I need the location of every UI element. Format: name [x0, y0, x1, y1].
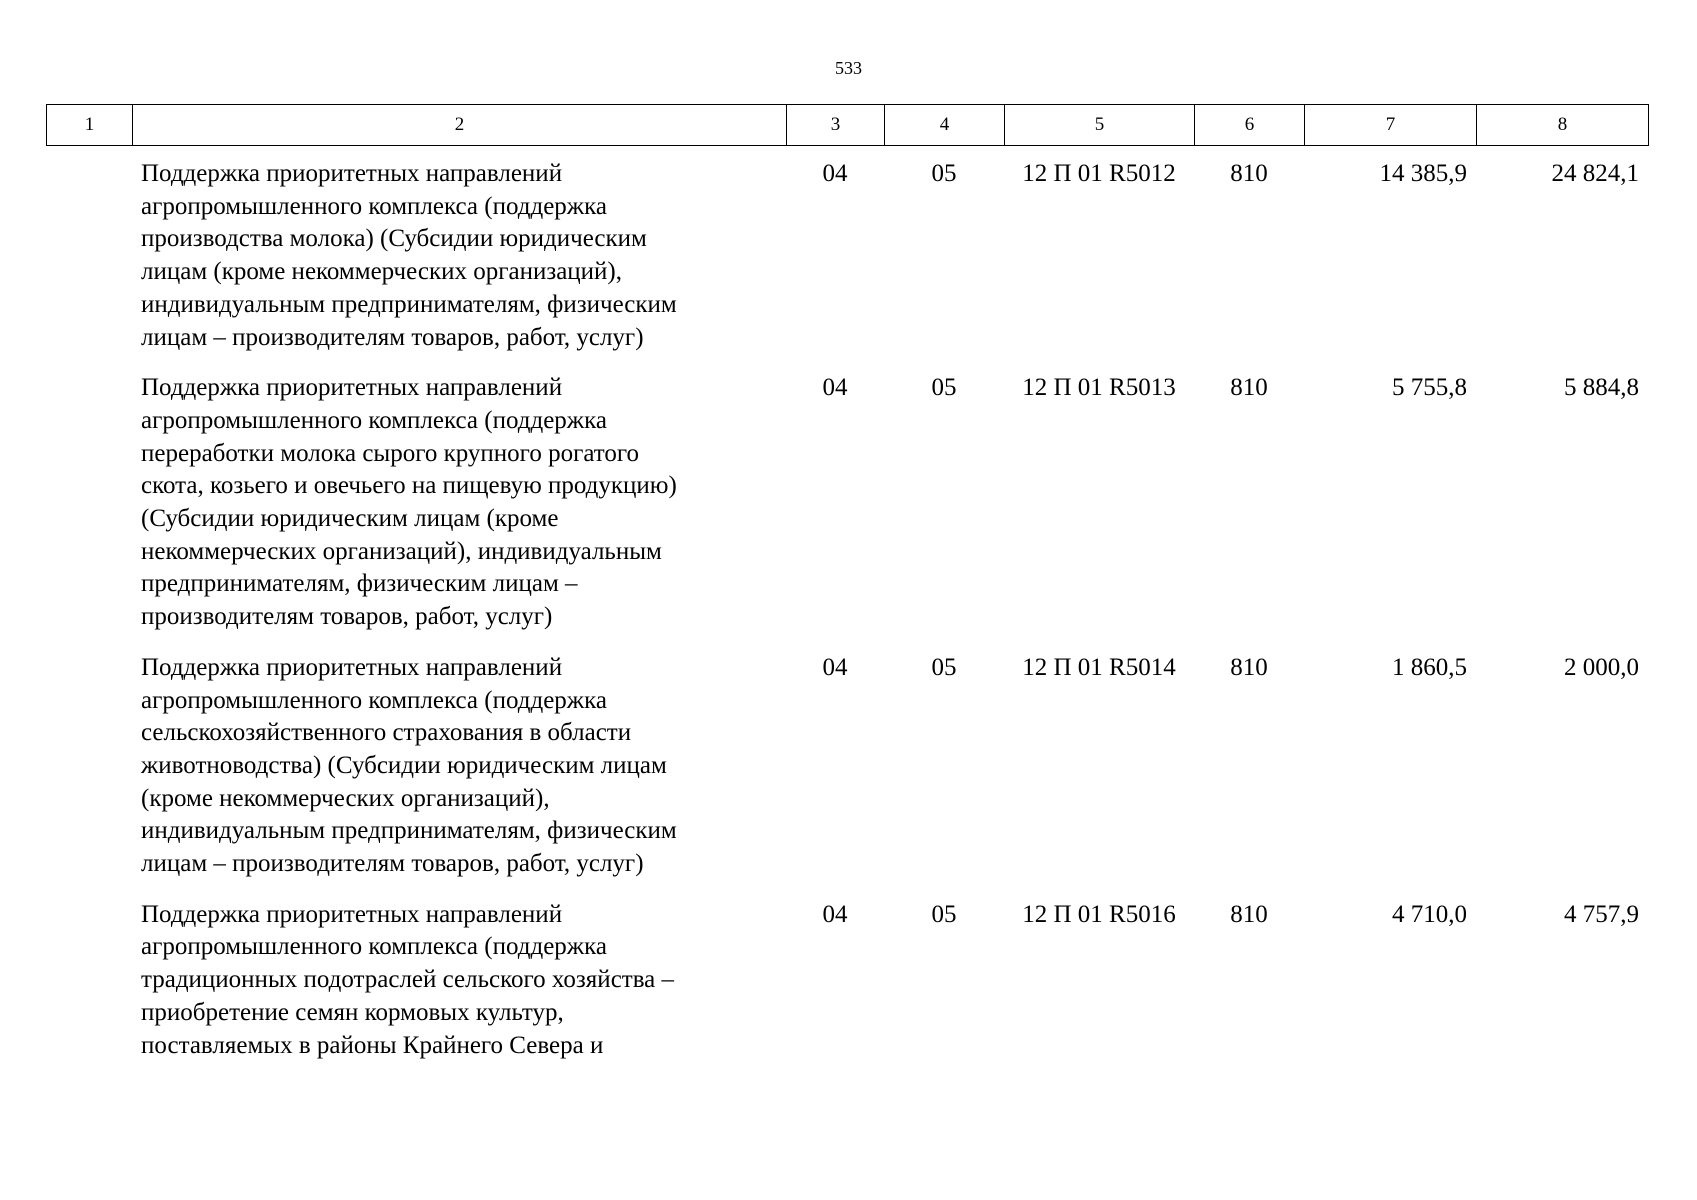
cell-subsection: 05: [931, 900, 957, 928]
cell-subsection: 05: [931, 160, 957, 187]
row-description: Поддержка приоритетных направлений агропромышленного комплекса (поддержка сельскохозяйственного страхования в области животноводства) (Субсидии юридическим лицам (кроме некоммерческих организаций), индивидуальным предпринимателям, физическим лицам – производителям товаров, работ, услуг): [141, 653, 677, 878]
row-description: Поддержка приоритетных направлений агропромышленного комплекса (поддержка переработки молока сырого крупного рогатого скота, козьего и овечьего на пищевую продукцию) (Субсидии юридическим лицам (кроме некоммерческих организаций), индивидуальным предпринимателям, физическим лицам – производителям товаров, работ, услуг): [141, 374, 677, 631]
cell-section: 04: [822, 653, 848, 681]
cell-amount-1: 14 385,9: [1379, 160, 1467, 187]
cell-amount-1: 4 710,0: [1392, 900, 1467, 928]
header-row: [47, 105, 1649, 146]
header-cell-5: 5: [1005, 105, 1195, 146]
row-description: Поддержка приоритетных направлений агропромышленного комплекса (поддержка производства молока) (Субсидии юридическим лицам (кроме некоммерческих организаций), индивидуальным предпринимателям, физическим лицам – производителям товаров, работ, услуг): [141, 160, 677, 351]
cell-target-code: 12 П 01 R5016: [1022, 900, 1176, 928]
cell-subsection: 05: [931, 653, 957, 681]
header-cell-7: 7: [1305, 105, 1477, 146]
cell-expense-type: 810: [1230, 374, 1268, 402]
cell-target-code: 12 П 01 R5013: [1022, 374, 1176, 402]
cell-expense-type: 810: [1230, 900, 1268, 928]
table-row: [46, 652, 1639, 881]
cell-amount-1: 5 755,8: [1392, 374, 1467, 402]
cell-description: [46, 372, 786, 634]
cell-amount-2: 4 757,9: [1564, 900, 1639, 928]
cell-expense-type: 810: [1230, 653, 1268, 681]
cell-section: 04: [822, 900, 848, 928]
column-header-table: [46, 104, 1649, 146]
table-row: [46, 899, 1639, 1063]
cell-target-code: 12 П 01 R5014: [1022, 653, 1176, 681]
cell-section: 04: [822, 374, 848, 402]
cell-amount-2: 2 000,0: [1564, 653, 1639, 681]
cell-target-code: 12 П 01 R5012: [1022, 160, 1176, 187]
header-cell-4: 4: [885, 105, 1005, 146]
cell-subsection: 05: [931, 374, 957, 402]
cell-amount-2: 5 884,8: [1564, 374, 1639, 402]
page-number: 533: [835, 58, 862, 78]
row-description: Поддержка приоритетных направлений агропромышленного комплекса (поддержка традиционных подотраслей сельского хозяйства – приобретение семян кормовых культур, поставляемых в районы Крайнего Севера и: [141, 900, 675, 1059]
table-body: [46, 158, 1639, 1080]
header-cell-1: 1: [47, 105, 133, 146]
cell-amount-2: 24 824,1: [1551, 160, 1639, 187]
table-row: [46, 372, 1639, 634]
cell-description: [46, 652, 786, 881]
table-row: [46, 158, 1639, 354]
header-cell-3: 3: [787, 105, 885, 146]
cell-section: 04: [822, 160, 848, 187]
cell-description: [46, 899, 786, 1063]
header-cell-6: 6: [1195, 105, 1305, 146]
cell-expense-type: 810: [1230, 160, 1268, 187]
header-cell-2: 2: [133, 105, 787, 146]
cell-amount-1: 1 860,5: [1392, 653, 1467, 681]
header-cell-8: 8: [1477, 105, 1649, 146]
cell-description: [46, 158, 786, 354]
